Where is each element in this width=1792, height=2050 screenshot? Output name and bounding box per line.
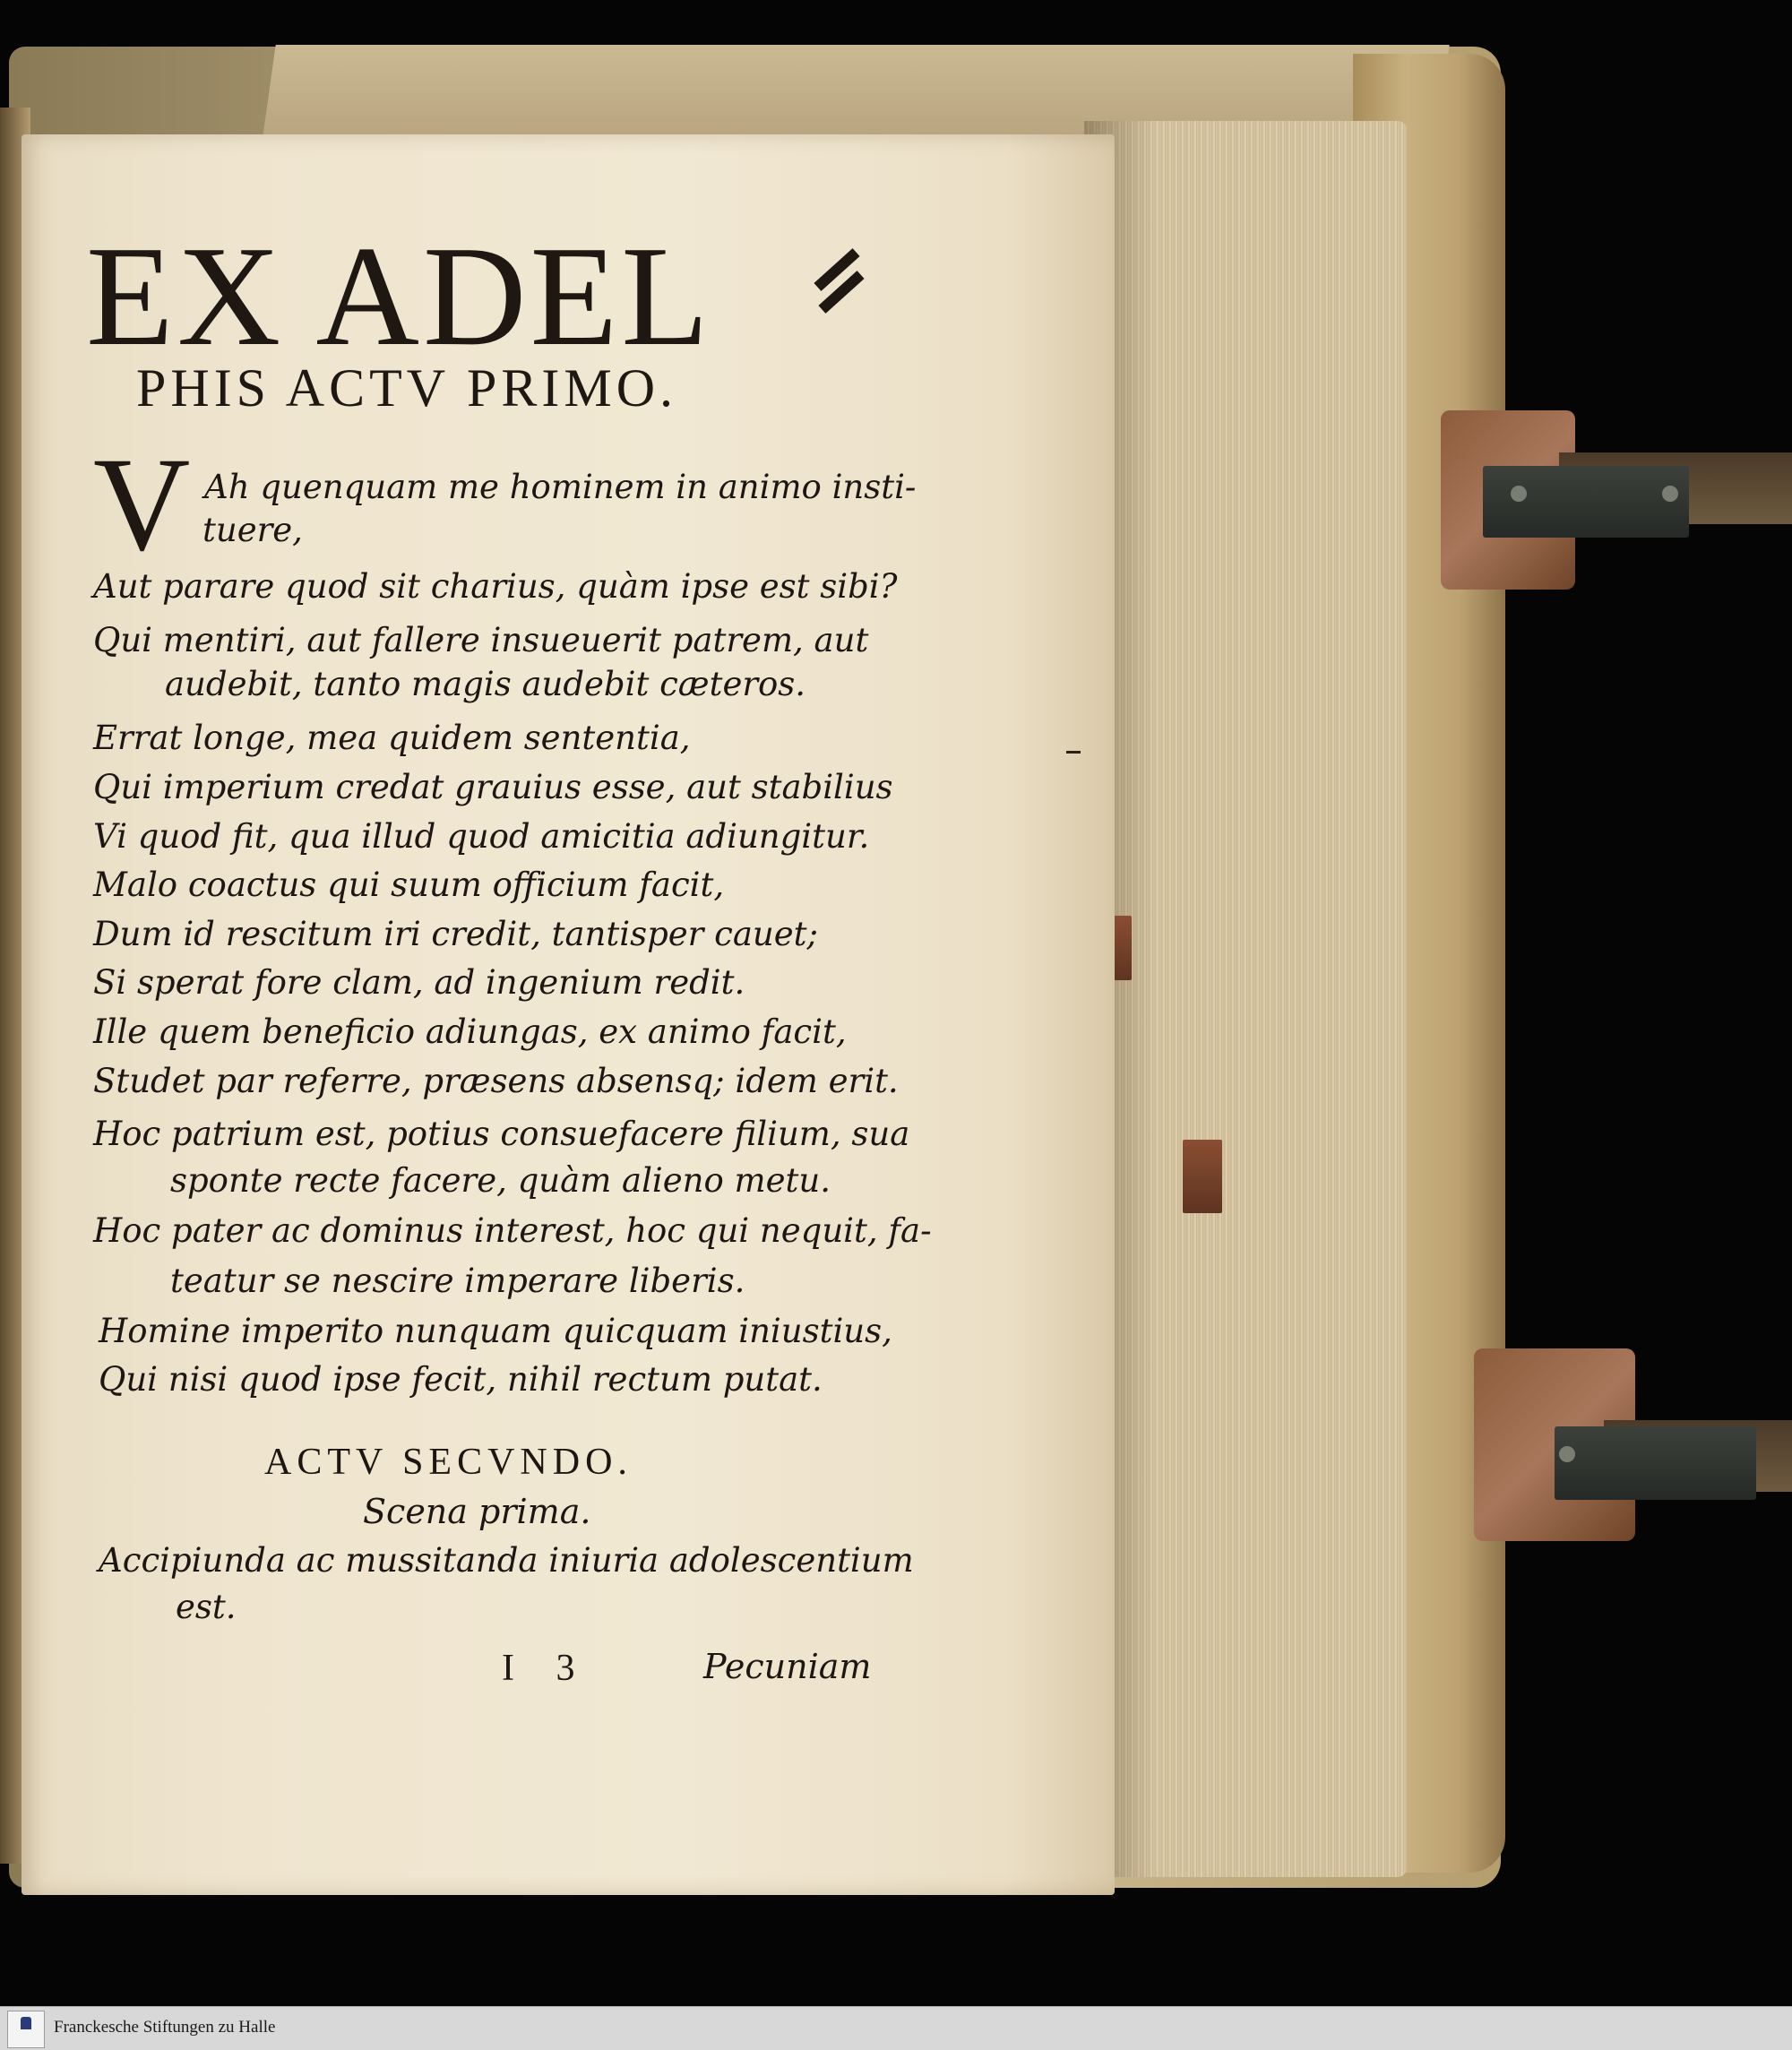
footer-bar (0, 2006, 1792, 2050)
institution-logo-icon (7, 2011, 45, 2048)
title-heading: EX ADEL (86, 216, 713, 375)
upper-clasp-metal (1483, 466, 1689, 538)
title-subheading: PHIS ACTV PRIMO. (136, 358, 678, 418)
verse-line: est. (176, 1588, 237, 1626)
lower-clasp-rivet (1559, 1446, 1575, 1462)
verse-line: Malo coactus qui suum officium facit, (93, 866, 725, 904)
verse-line: Accipiunda ac mussitanda iniuria adolescentium (99, 1541, 914, 1580)
verse-line: Hoc patrium est, potius consuefacere filium, sua (93, 1115, 910, 1153)
verse-line: Qui nisi quod ipse fecit, nihil rectum putat. (99, 1360, 823, 1399)
page-marker-tab (1183, 1140, 1222, 1213)
verse-line: Ah quenquam me hominem in animo insti- (204, 468, 917, 506)
scene-label: Scena prima. (363, 1492, 591, 1531)
verse-line: Vi quod fit, qua illud quod amicitia adiungitur. (93, 817, 870, 856)
verse-line: Errat longe, mea quidem sententia, (93, 719, 691, 757)
verse-line: tuere, (202, 511, 303, 549)
verse-line: Hoc pater ac dominus interest, hoc qui nequit, fa- (93, 1211, 932, 1250)
verse-line: Aut parare quod sit charius, quàm ipse est sibi? (93, 567, 898, 606)
verse-line: Dum id rescitum iri credit, tantisper cauet; (93, 915, 818, 953)
verse-line: sponte recte facere, quàm alieno metu. (170, 1161, 831, 1200)
verse-line: Studet par referre, præsens absensq; idem erit. (93, 1062, 899, 1100)
drop-capital: V (93, 430, 191, 579)
logo-emblem (21, 2017, 31, 2029)
institution-name: Franckesche Stiftungen zu Halle (54, 2018, 276, 2037)
verse-line: Si sperat fore clam, ad ingenium redit. (93, 963, 745, 1002)
act-heading: ACTV SECVNDO. (264, 1442, 633, 1483)
signature-mark: I 3 (502, 1648, 591, 1689)
page-marker-tab (1114, 916, 1132, 980)
upper-clasp-rivet (1662, 486, 1678, 502)
lower-clasp-metal (1555, 1426, 1756, 1500)
upper-clasp-rivet (1511, 486, 1527, 502)
verse-line: Qui imperium credat grauius esse, aut stabilius (93, 768, 893, 806)
verse-line: Ille quem beneficio adiungas, ex animo facit, (93, 1012, 847, 1051)
margin-mark (1066, 751, 1081, 754)
verse-line: audebit, tanto magis audebit cæteros. (165, 665, 806, 703)
verse-line: Qui mentiri, aut fallere insueuerit patrem, aut (93, 621, 869, 659)
catchword: Pecuniam (703, 1647, 872, 1686)
verse-line: teatur se nescire imperare liberis. (170, 1262, 745, 1300)
verse-line: Homine imperito nunquam quicquam iniustius, (99, 1312, 892, 1350)
